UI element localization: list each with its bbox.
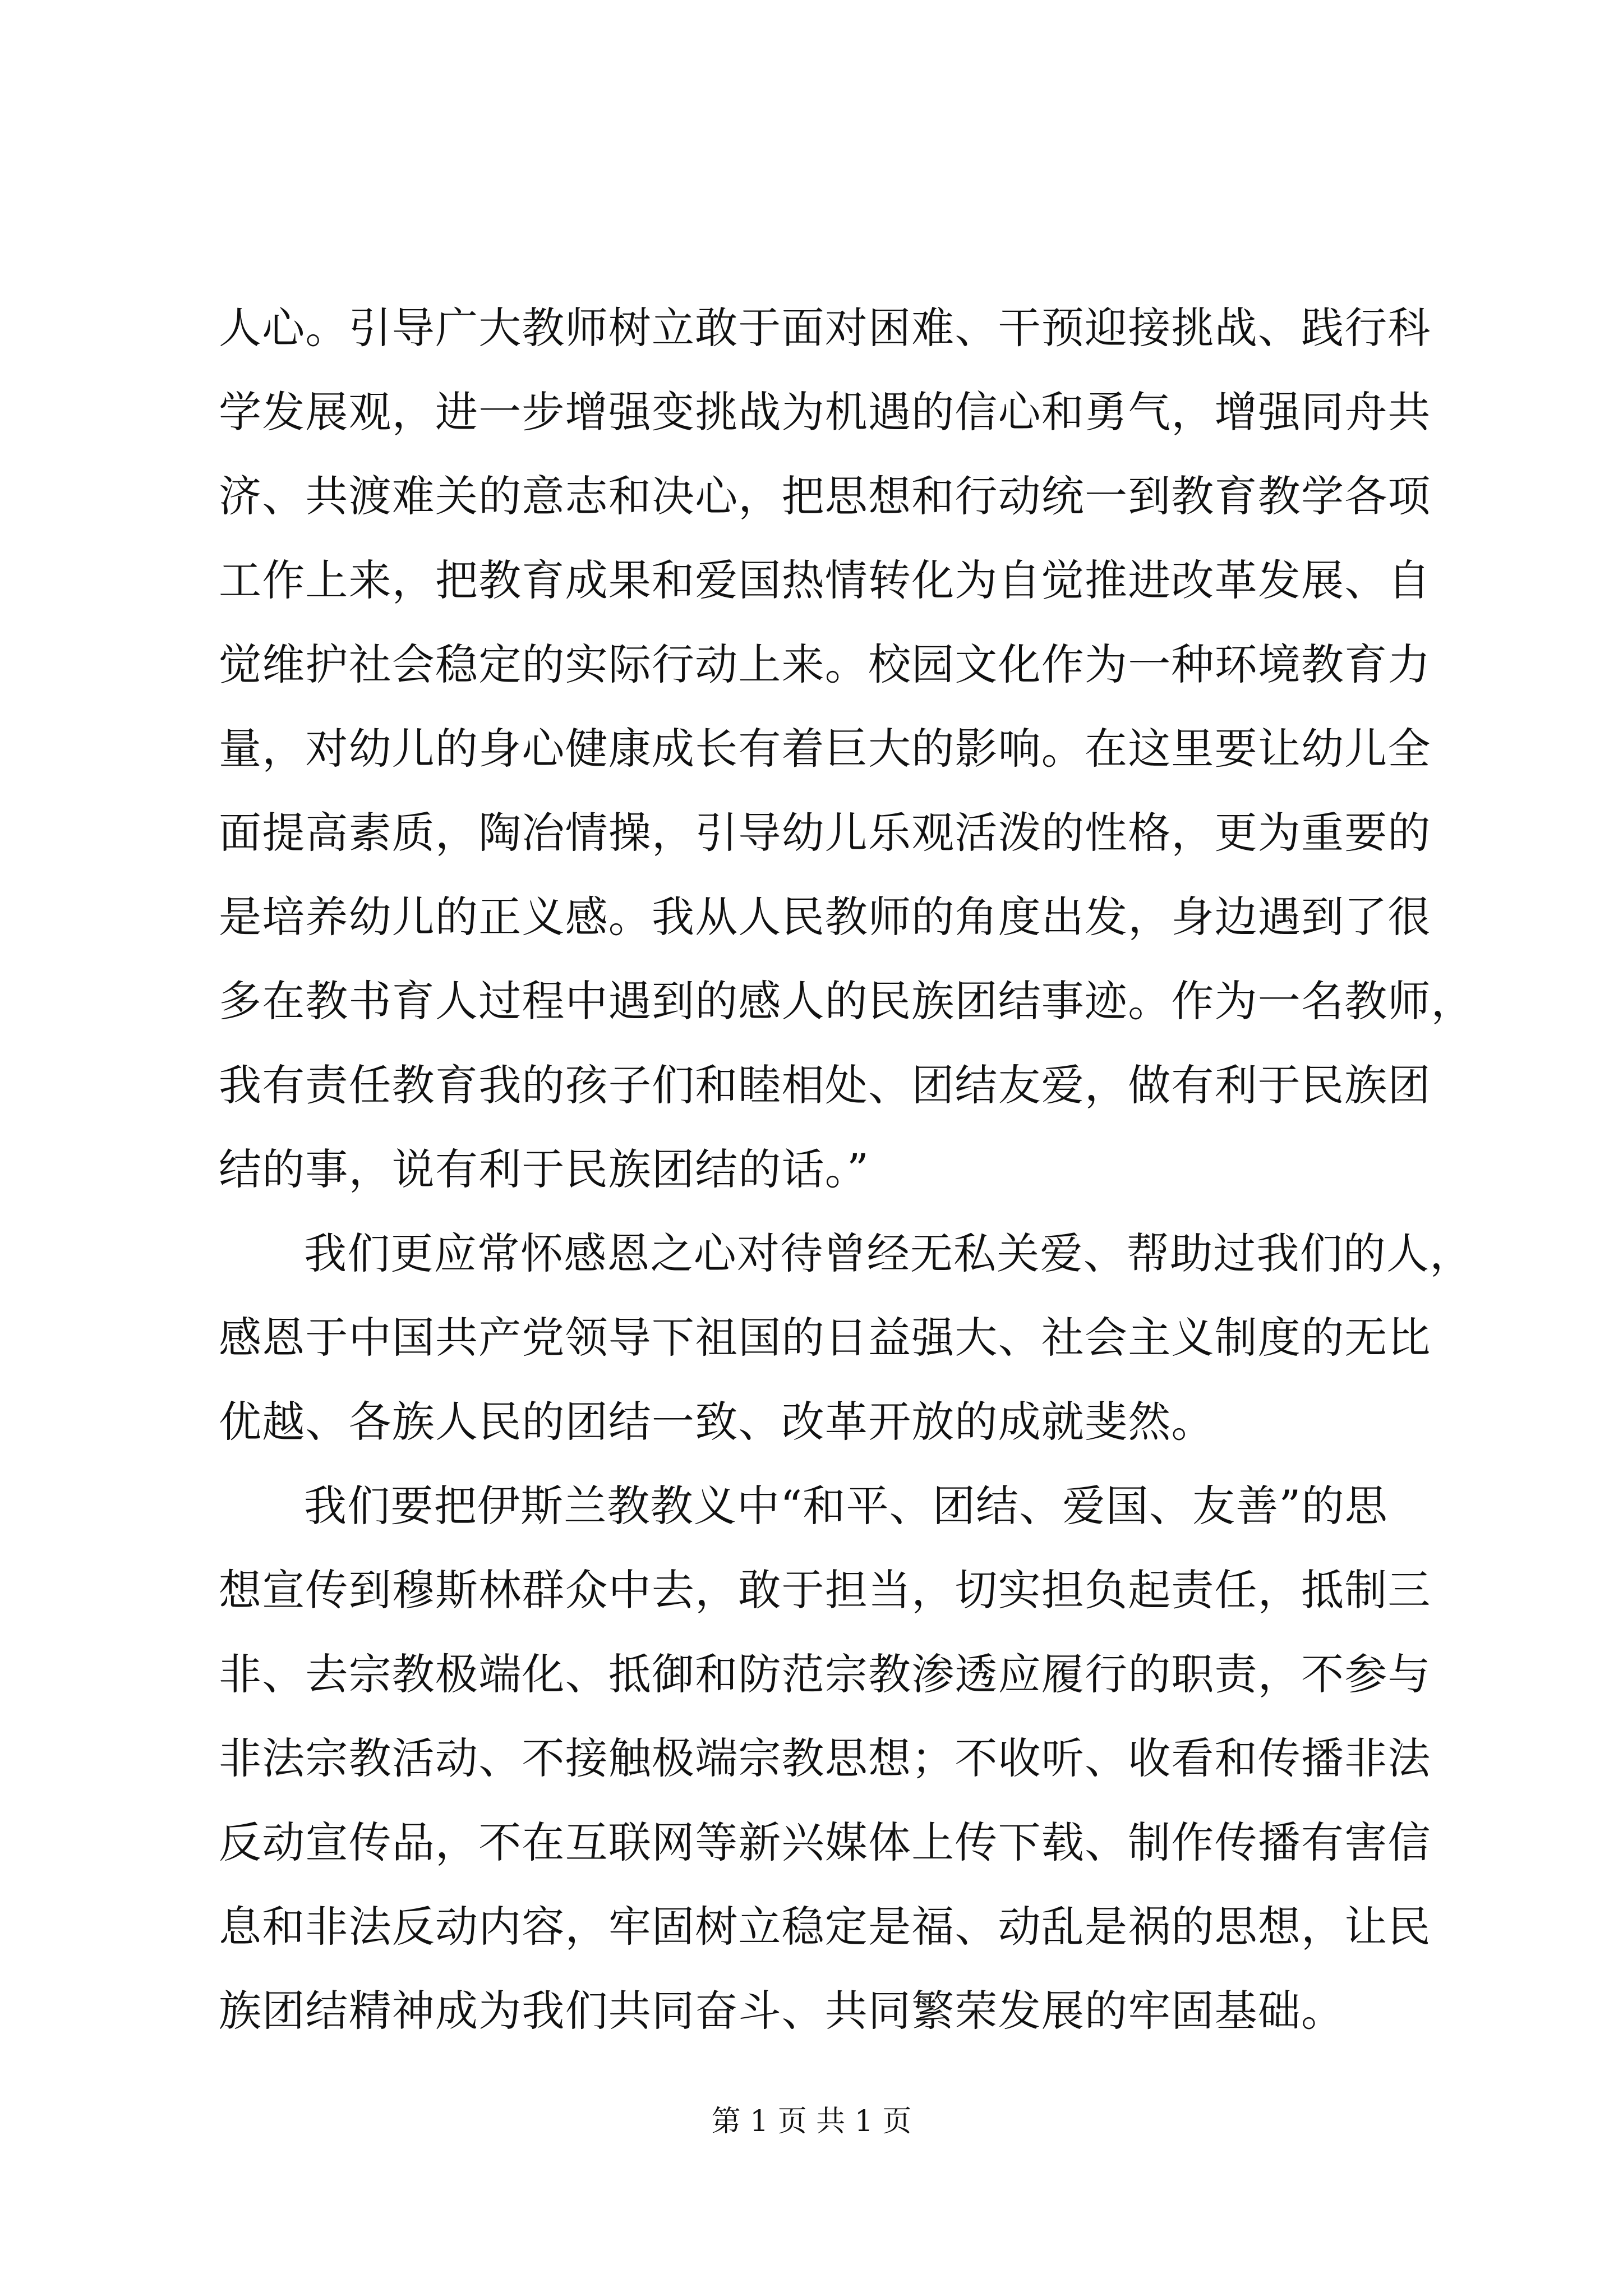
paragraph-1-line-5: 觉维护社会稳定的实际行动上来。校园文化作为一种环境教育力 (219, 639, 1431, 689)
paragraph-3-line-1: 我们要把伊斯兰教教义中“和平、团结、爱国、友善”的思 (304, 1481, 1388, 1531)
paragraph-1-line-2: 学发展观，进一步增强变挑战为机遇的信心和勇气，增强同舟共 (219, 387, 1431, 437)
paragraph-2-line-1: 我们更应常怀感恩之心对待曾经无私关爱、帮助过我们的人， (304, 1228, 1473, 1278)
paragraph-3-line-4: 非法宗教活动、不接触极端宗教思想；不收听、收看和传播非法 (219, 1733, 1431, 1783)
paragraph-3-line-6: 息和非法反动内容，牢固树立稳定是福、动乱是祸的思想，让民 (219, 1902, 1431, 1952)
paragraph-1-line-9: 多在教书育人过程中遇到的感人的民族团结事迹。作为一名教师， (219, 976, 1474, 1026)
paragraph-3-line-5: 反动宣传品，不在互联网等新兴媒体上传下载、制作传播有害信 (219, 1818, 1431, 1867)
paragraph-1-line-8: 是培养幼儿的正义感。我从人民教师的角度出发，身边遇到了很 (219, 892, 1431, 942)
paragraph-1-line-6: 量，对幼儿的身心健康成长有着巨大的影响。在这里要让幼儿全 (219, 724, 1431, 774)
paragraph-1-line-1: 人心。引导广大教师树立敢于面对困难、干预迎接挑战、践行科 (219, 303, 1431, 353)
paragraph-1-line-7: 面提高素质，陶冶情操，引导幼儿乐观活泼的性格，更为重要的 (219, 808, 1431, 858)
paragraph-1-line-11: 结的事，说有利于民族团结的话。” (219, 1144, 870, 1194)
paragraph-1-line-3: 济、共渡难关的意志和决心，把思想和行动统一到教育教学各项 (219, 471, 1431, 521)
paragraph-1-line-4: 工作上来，把教育成果和爱国热情转化为自觉推进改革发展、自 (219, 555, 1431, 605)
paragraph-3-line-2: 想宣传到穆斯林群众中去，敢于担当，切实担负起责任，抵制三 (219, 1565, 1431, 1615)
paragraph-2-line-2: 感恩于中国共产党领导下祖国的日益强大、社会主义制度的无比 (219, 1313, 1431, 1363)
paragraph-1-line-10: 我有责任教育我的孩子们和睦相处、团结友爱，做有利于民族团 (219, 1060, 1431, 1110)
page-footer: 第 1 页 共 1 页 (711, 2105, 912, 2138)
paragraph-3-line-7: 族团结精神成为我们共同奋斗、共同繁荣发展的牢固基础。 (219, 1986, 1345, 2036)
paragraph-3-line-3: 非、去宗教极端化、抵御和防范宗教渗透应履行的职责，不参与 (219, 1649, 1431, 1699)
paragraph-2-line-3: 优越、各族人民的团结一致、改革开放的成就斐然。 (219, 1397, 1215, 1447)
